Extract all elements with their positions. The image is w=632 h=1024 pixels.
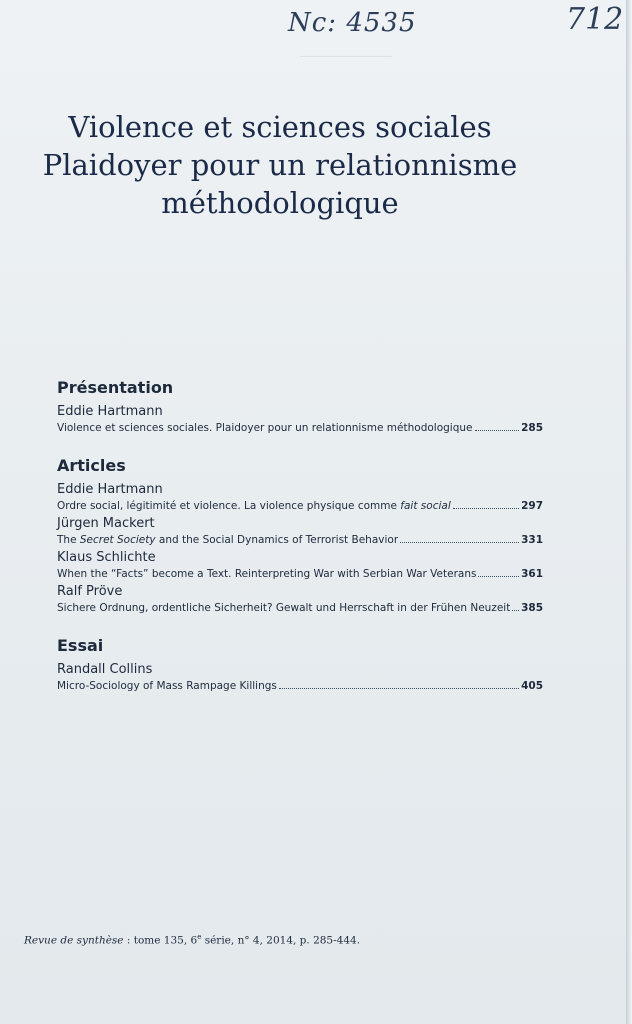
- leader-dots: [478, 576, 519, 577]
- toc-entry: [57, 550, 543, 580]
- title-line-3: méthodologique: [161, 186, 399, 220]
- toc-entry: [57, 516, 543, 546]
- entry-author: Eddie Hartmann: [57, 404, 163, 419]
- page-title: [0, 108, 560, 222]
- entry-title-text: Micro-Sociology of Mass Rampage Killings: [57, 680, 277, 692]
- title-line-2: Plaidoyer pour un relationnisme: [42, 148, 518, 182]
- entry-title-text: Violence et sciences sociales. Plaidoyer pour un relationnisme méthodologique: [57, 422, 473, 434]
- entry-page: 285: [521, 422, 543, 434]
- toc-entry: [57, 482, 543, 512]
- leader-dots: [400, 542, 519, 543]
- entry-title: [57, 500, 451, 512]
- entry-title: [57, 422, 473, 434]
- entry-author: Eddie Hartmann: [57, 482, 163, 497]
- toc-entry: [57, 584, 543, 614]
- section-heading: Articles: [57, 456, 126, 475]
- entry-title-text: When the “Facts” become a Text. Reinterpreting War with Serbian War Veterans: [57, 568, 477, 580]
- journal-name: Revue de synthèse: [24, 934, 124, 947]
- entry-author: Ralf Pröve: [57, 584, 123, 599]
- entry-line: [57, 534, 543, 546]
- entry-author: Klaus Schlichte: [57, 550, 156, 565]
- section-heading: Essai: [57, 636, 104, 655]
- leader-dots: [512, 610, 519, 611]
- page-edge: [626, 0, 632, 1024]
- entry-title-text: The: [57, 534, 80, 546]
- entry-title-text: Sichere Ordnung, ordentliche Sicherheit? Gewalt und Herrschaft in der Frühen Neuzeit: [57, 602, 511, 614]
- entry-title: [57, 602, 510, 614]
- entry-page: 331: [521, 534, 543, 546]
- citation-superscript: e: [197, 933, 202, 941]
- entry-title-text: Ordre social, légitimité et violence. La violence physique comme: [57, 500, 401, 512]
- entry-title: [57, 568, 476, 580]
- entry-page: 385: [521, 602, 543, 614]
- leader-dots: [453, 508, 519, 509]
- entry-title-italic: fait social: [400, 500, 451, 512]
- journal-citation: [24, 933, 360, 947]
- entry-title-text-after: and the Social Dynamics of Terrorist Behavior: [155, 534, 399, 546]
- entry-line: [57, 602, 543, 614]
- table-of-contents: [57, 378, 543, 714]
- entry-line: [57, 500, 543, 512]
- entry-page: 297: [521, 500, 543, 512]
- entry-title: [57, 534, 398, 546]
- handwritten-page-number: 712: [566, 2, 624, 37]
- entry-page: 405: [521, 680, 543, 692]
- section-heading: Présentation: [57, 378, 174, 397]
- toc-entry: [57, 662, 543, 692]
- entry-line: [57, 568, 543, 580]
- citation-part-b: série, n° 4, 2014, p. 285-444.: [201, 934, 361, 947]
- title-line-1: Violence et sciences sociales: [68, 110, 492, 144]
- citation-part-a: : tome 135, 6: [123, 934, 198, 947]
- entry-author: Randall Collins: [57, 662, 153, 677]
- leader-dots: [279, 688, 519, 689]
- leader-dots: [475, 430, 520, 431]
- toc-section-articles: [57, 456, 543, 614]
- toc-section-essai: [57, 636, 543, 692]
- entry-line: [57, 680, 543, 692]
- toc-entry: [57, 404, 543, 434]
- entry-line: [57, 422, 543, 434]
- entry-page: 361: [521, 568, 543, 580]
- entry-author: Jürgen Mackert: [57, 516, 155, 531]
- handwritten-call-number: Nc: 4535: [288, 8, 417, 38]
- show-through-text: ───────────────────: [300, 52, 392, 61]
- entry-title: [57, 680, 277, 692]
- entry-title-italic: Secret Society: [79, 534, 156, 546]
- toc-section-presentation: [57, 378, 543, 434]
